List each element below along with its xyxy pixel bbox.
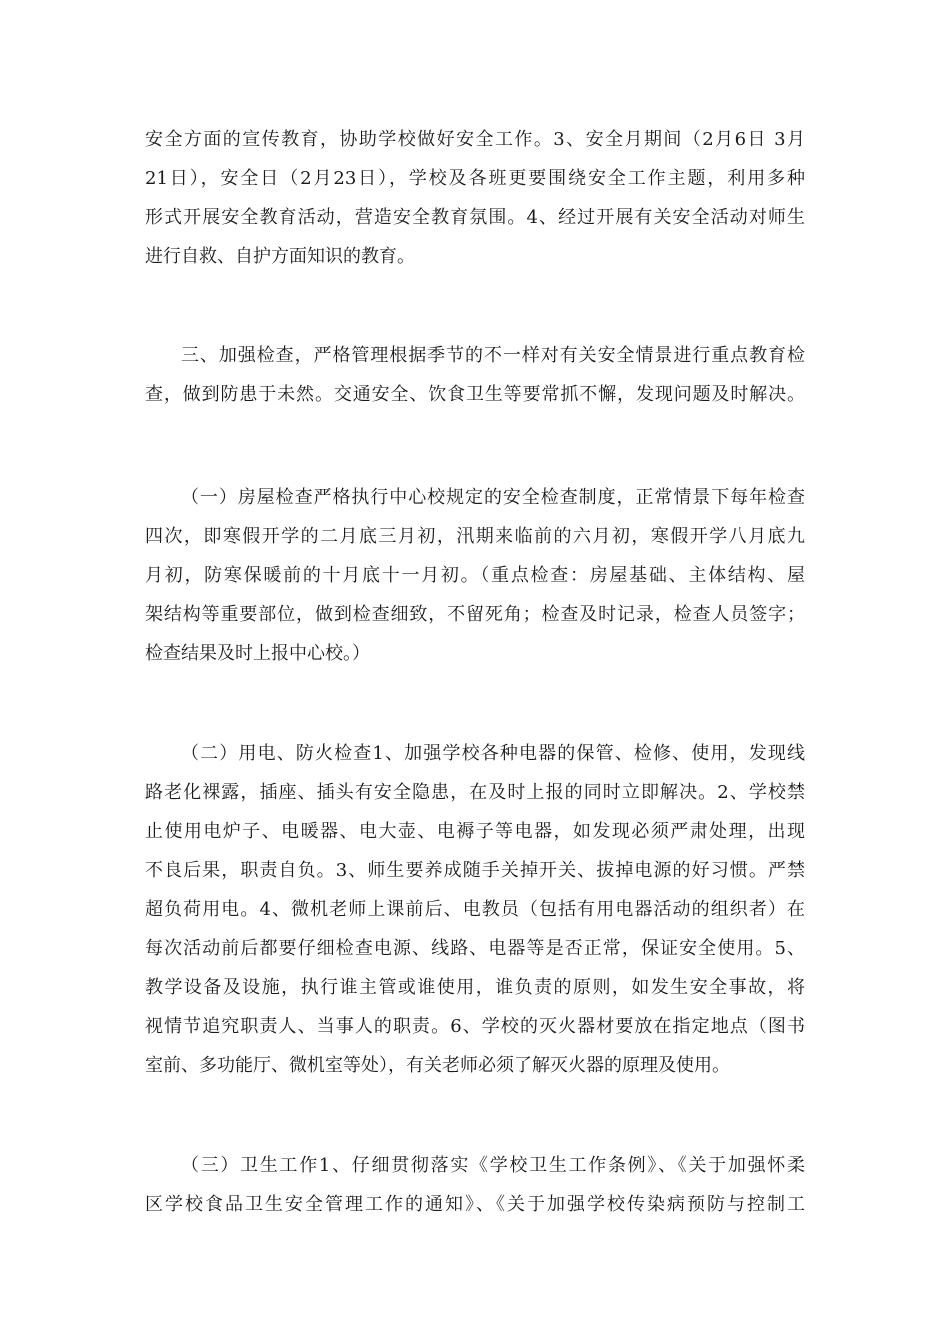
paragraph-hygiene-work <box>145 1146 805 1224</box>
text-line: 形式开展安全教育活动，营造安全教育氛围。4、经过开展有关安全活动对师生 <box>145 207 805 228</box>
text-line: 月初，防寒保暖前的十月底十一月初。（重点检查：房屋基础、主体结构、屋 <box>145 565 805 586</box>
paragraph-safety-education <box>145 120 805 276</box>
text-line: 教学设备及设施，执行谁主管或谁使用，谁负责的原则，如发生安全事故，将 <box>145 977 805 998</box>
paragraph-section-three <box>145 336 805 414</box>
text-line: 三、加强检查，严格管理根据季节的不一样对有关安全情景进行重点教育检 <box>181 345 805 366</box>
text-line: 止使用电炉子、电暖器、电大壶、电褥子等电器，如发现必须严肃处理，出现 <box>145 821 805 842</box>
paragraph-building-inspection <box>145 478 805 673</box>
text-line: 视情节追究职责人、当事人的职责。6、学校的灭火器材要放在指定地点（图书 <box>145 1016 805 1037</box>
text-line: 检查结果及时上报中心校。） <box>145 643 370 664</box>
text-line: （一）房屋检查严格执行中心校规定的安全检查制度，正常情景下每年检查 <box>181 487 805 508</box>
text-line: 四次，即寒假开学的二月底三月初，汛期来临前的六月初，寒假开学八月底九 <box>145 526 805 547</box>
text-line: 安全方面的宣传教育，协助学校做好安全工作。3、安全月期间（2月6日 3月 <box>145 129 805 150</box>
text-line: 区学校食品卫生安全管理工作的通知》、《关于加强学校传染病预防与控制工 <box>145 1194 805 1215</box>
text-line: 不良后果，职责自负。3、师生要养成随手关掉开关、拔掉电源的好习惯。严禁 <box>145 860 805 881</box>
text-line: （二）用电、防火检查1、加强学校各种电器的保管、检修、使用，发现线 <box>181 743 805 764</box>
text-line: （三）卫生工作1、仔细贯彻落实《学校卫生工作条例》、《关于加强怀柔 <box>181 1155 805 1176</box>
text-line: 每次活动前后都要仔细检查电源、线路、电器等是否正常，保证安全使用。5、 <box>145 938 805 959</box>
text-line: 超负荷用电。4、微机老师上课前后、电教员（包括有用电器活动的组织者）在 <box>145 899 805 920</box>
text-line: 查，做到防患于未然。交通安全、饮食卫生等要常抓不懈，发现问题及时解决。 <box>145 384 805 405</box>
text-line: 进行自救、自护方面知识的教育。 <box>145 246 415 267</box>
text-line: 架结构等重要部位，做到检查细致，不留死角；检查及时记录，检查人员签字； <box>145 604 805 625</box>
text-line: 室前、多功能厅、微机室等处），有关老师必须了解灭火器的原理及使用。 <box>145 1055 730 1076</box>
text-line: 21日），安全日（2月23日），学校及各班更要围绕安全工作主题，利用多种 <box>145 168 805 189</box>
text-line: 路老化裸露，插座、插头有安全隐患，在及时上报的同时立即解决。2、学校禁 <box>145 782 805 803</box>
paragraph-electricity-fire-inspection <box>145 734 805 1085</box>
